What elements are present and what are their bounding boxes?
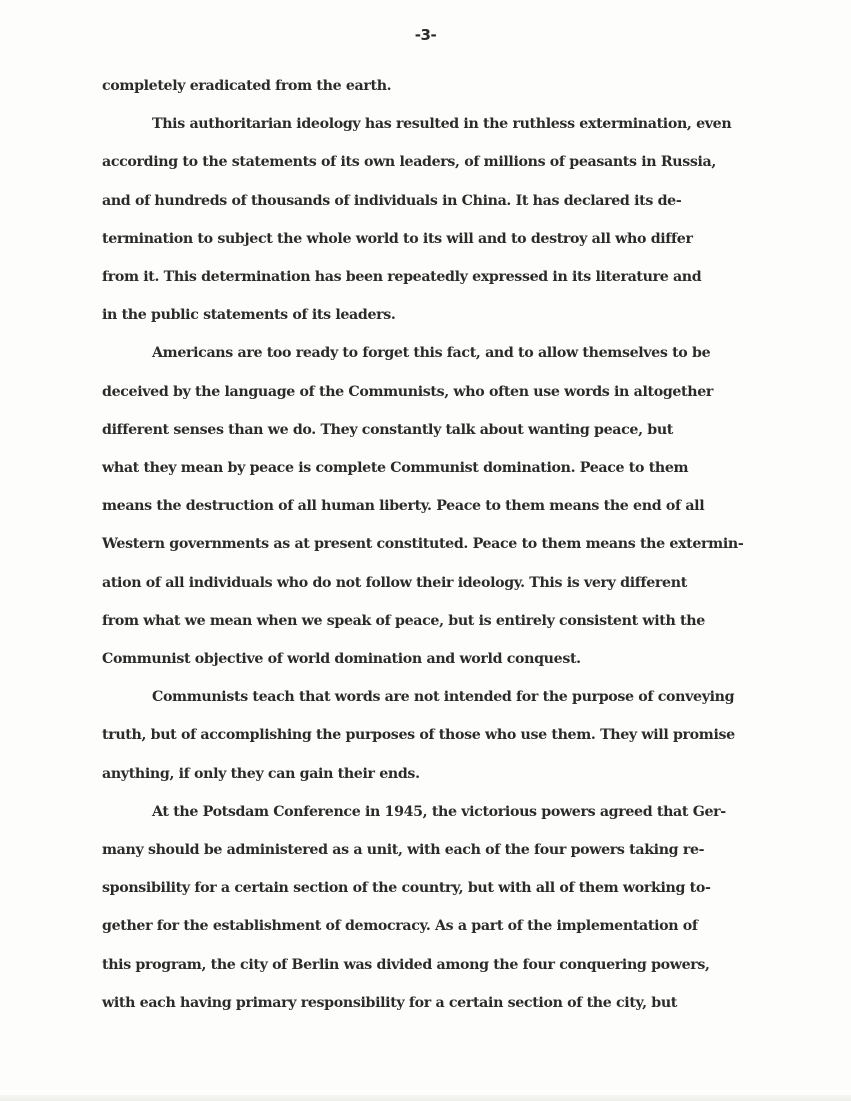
text-line: from it. This determination has been repeatedly expressed in its literature and <box>102 269 702 286</box>
text-line: Western governments as at present constituted. Peace to them means the extermin- <box>102 536 744 553</box>
text-line: This authoritarian ideology has resulted in the ruthless extermination, even <box>152 116 732 133</box>
text-line: truth, but of accomplishing the purposes of those who use them. They will promise <box>102 727 735 744</box>
paragraph <box>102 105 802 334</box>
text-line: Communists teach that words are not intended for the purpose of conveying <box>152 689 735 706</box>
text-line: ation of all individuals who do not follow their ideology. This is very different <box>102 574 687 591</box>
text-line: completely eradicated from the earth. <box>102 78 392 94</box>
text-line: from what we mean when we speak of peace, but is entirely consistent with the <box>102 612 705 629</box>
text-line: many should be administered as a unit, with each of the four powers taking re- <box>102 842 705 859</box>
text-line: Americans are too ready to forget this fact, and to allow themselves to be <box>152 345 711 362</box>
page-number: -3- <box>414 26 437 44</box>
text-line: this program, the city of Berlin was divided among the four conquering powers, <box>102 956 710 973</box>
text-line: in the public statements of its leaders. <box>102 307 396 324</box>
text-line: deceived by the language of the Communists, who often use words in altogether <box>102 383 714 400</box>
paragraph <box>102 793 802 1022</box>
text-line: gether for the establishment of democracy. As a part of the implementation of <box>102 918 698 935</box>
text-line: according to the statements of its own leaders, of millions of peasants in Russia, <box>102 154 716 171</box>
text-line: sponsibility for a certain section of the country, but with all of them working to- <box>102 880 711 897</box>
text-line: Communist objective of world domination and world conquest. <box>102 651 581 668</box>
text-line: anything, if only they can gain their ends. <box>102 765 420 782</box>
text-line: different senses than we do. They constantly talk about wanting peace, but <box>102 421 674 438</box>
text-line: At the Potsdam Conference in 1945, the victorious powers agreed that Ger- <box>152 803 726 820</box>
text-line: means the destruction of all human liberty. Peace to them means the end of all <box>102 498 705 515</box>
text-line: termination to subject the whole world to its will and to destroy all who differ <box>102 230 693 247</box>
paragraph <box>102 67 802 105</box>
page-bottom-edge <box>0 1095 851 1101</box>
paragraph <box>102 678 802 793</box>
text-line: and of hundreds of thousands of individuals in China. It has declared its de- <box>102 192 682 209</box>
document-body <box>102 67 802 1022</box>
paragraph <box>102 334 802 678</box>
text-line: what they mean by peace is complete Communist domination. Peace to them <box>102 460 689 477</box>
text-line: with each having primary responsibility for a certain section of the city, but <box>102 994 678 1011</box>
